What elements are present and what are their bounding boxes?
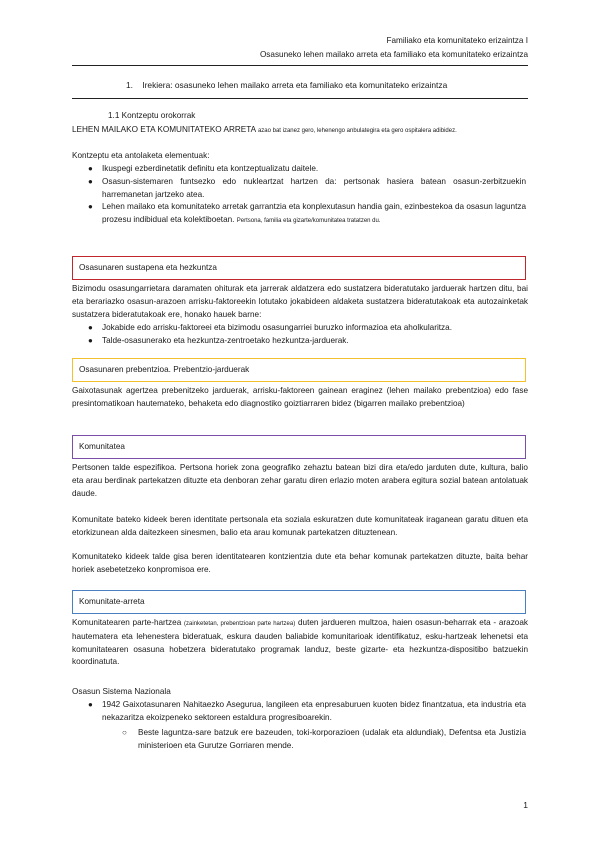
header-rule xyxy=(72,65,528,66)
section-rule xyxy=(72,98,528,99)
komunitatea-paragraph-3: Komunitateko kideek talde gisa beren identitatearen kontzientzia dute eta behar komunak partekatzen dituzte, baita behar horiek asebetetzeko konpromisoa ere. xyxy=(72,552,528,574)
arreta-paragraph xyxy=(72,617,528,669)
section-heading xyxy=(126,80,447,90)
circle-bullet-icon: ○ xyxy=(122,728,127,737)
bullet-icon: ● xyxy=(88,176,93,186)
komunitatea-paragraph-1: Pertsonen talde espezifikoa. Pertsona horiek zona geografiko zehaztu batean bizi dira eta/edo jarduten dute, kultura, balio eta arau berdinak partekatzen dituzte eta denboran zehar garatu diren erlazio moten arabera egitura sozial batean antolatuak daude. xyxy=(72,463,528,498)
intro-term: LEHEN MAILAKO ETA KOMUNITATEKO ARRETA xyxy=(72,125,256,134)
sustapena-list xyxy=(80,322,526,348)
page-number: 1 xyxy=(523,800,528,810)
list-item: ● Osasun-sistemaren funtsezko edo nukleartzat hartzen da: pertsonak hasiera batean osasun-zerbitzuekin harremanetan jartzeko atea. xyxy=(88,176,526,199)
subsection-title: 1.1 Kontzeptu orokorrak xyxy=(108,111,196,120)
sustapena-box-title: Osasunaren sustapena eta hezkuntza xyxy=(79,263,217,272)
intro-paragraph xyxy=(72,124,528,138)
list-item: ● Ikuspegi ezberdinetatik definitu eta kontzeptualizatu daitele. xyxy=(80,163,526,176)
bullet-icon: ● xyxy=(88,164,93,173)
arreta-box xyxy=(72,590,526,614)
section-number: 1. xyxy=(126,80,133,90)
list-item: ● 1942 Gaixotasunaren Nahitaezko Asegurua, langileen eta enpresaburuen kuoten bidez finantzatua, eta industria eta nekazaritza ekoizpeneko sektoreen estaldura progresiboarekin. xyxy=(88,700,526,722)
arreta-box-title: Komunitate-arreta xyxy=(79,597,145,606)
list-item: ● Talde-osasunerako eta hezkuntza-zentroetako hezkuntza-jarduerak. xyxy=(80,335,526,348)
sistema-sublist xyxy=(116,727,526,753)
arreta-lead: Komunitatearen parte-hartzea xyxy=(72,618,182,627)
bullet-icon: ● xyxy=(88,202,93,212)
komunitatea-box-title: Komunitatea xyxy=(79,442,125,451)
bullet-icon: ● xyxy=(88,700,93,709)
prebentzioa-box-title: Osasunaren prebentzioa. Prebentzio-jarduerak xyxy=(79,365,250,374)
bullet-icon: ● xyxy=(88,335,93,345)
bullet-icon: ● xyxy=(88,323,93,332)
komunitatea-paragraph-2: Komunitate bateko kideek beren identitate pertsonala eta soziala eskuratzen dute komunitateak iraganean garatu dituen eta etorkizunean alda daitezkeen sinesmen, balio eta arau komunak partekatzen dituztenean. xyxy=(72,515,528,537)
prebentzioa-box xyxy=(72,358,526,382)
section-title: Irekiera: osasuneko lehen mailako arreta eta familiako eta komunitateko erizaintza xyxy=(142,80,448,90)
sistema-title: Osasun Sistema Nazionala xyxy=(72,687,171,696)
list-item: ● Jokabide edo arrisku-faktoreei eta bizimodu osasungarriei buruzko informazioa eta aholkularitza. xyxy=(80,322,526,335)
arreta-lead-note: (zainketetan, prebentzioan parte hartzea) xyxy=(184,621,296,627)
list-item: ● Lehen mailako eta komunitateko arretak garrantzia eta konplexutasun handia gain, ezinbestekoa da osasun laguntza prozesu indibidual eta kolektiboetan. Pertsona, familia eta gizarte/komunitatea tratatzen du. xyxy=(88,202,526,225)
sustapena-paragraph: Bizimodu osasungarrietara daramaten ohiturak eta jarrerak aldatzera edo sustatzera bideratutako jarduerak hartzen ditu, bai eta berariazko osasun-arazoen arrisku-faktoreekin lotutako jokabideen aldaketa sustatzera bideratutakoak eta autozainketak sustatzera bideratutakoak ere, honako hauek barne: xyxy=(72,284,528,319)
header-course-title: Familiako eta komunitateko erizaintza I xyxy=(386,36,528,45)
bullet-note: Pertsona, familia eta gizarte/komunitatea tratatzen du. xyxy=(236,218,381,225)
prebentzioa-paragraph: Gaixotasunak agertzea prebenitzeko jarduerak, arrisku-faktoreen gainean eraginez (lehen mailako prebentzioa) edo fase presintomatikoan hautemateko, behaketa edo diagnostiko goiztiarraren bidez (bigarren mailako prebentzioa) xyxy=(72,386,528,408)
list-item: ○ Beste laguntza-sare batzuk ere bazeuden, toki-korporazioen (udalak eta aldundiak), Defentsa eta Justizia ministerioen eta Gurutze Gorriaren mende. xyxy=(122,728,526,750)
concepts-list xyxy=(80,163,526,228)
arreta-text: duten jardueren multzoa, haien osasun-beharrak eta - arazoak hautematera eta lehenestera bideratuak, eskura dauden baliabide komunitarioak identifikatuz, esku-hartzeak lehenetsi eta komunitatearen osasuna hobetzera bideratutako programak landuz, beste gizarte- eta hezkuntza-dispositibo batzuekin koordinatuta. xyxy=(72,618,529,667)
sustapena-box xyxy=(72,256,526,280)
komunitatea-box xyxy=(72,435,526,459)
intro-term-note: azao bat izanez gero, lehenengo anbulategira eta gero ospitalera adibidez. xyxy=(257,128,457,134)
sistema-list xyxy=(80,699,526,725)
concepts-title: Kontzeptu eta antolaketa elementuak: xyxy=(72,151,210,160)
header-subtitle: Osasuneko lehen mailako arreta eta familiako eta komunitateko erizaintza xyxy=(259,50,528,59)
